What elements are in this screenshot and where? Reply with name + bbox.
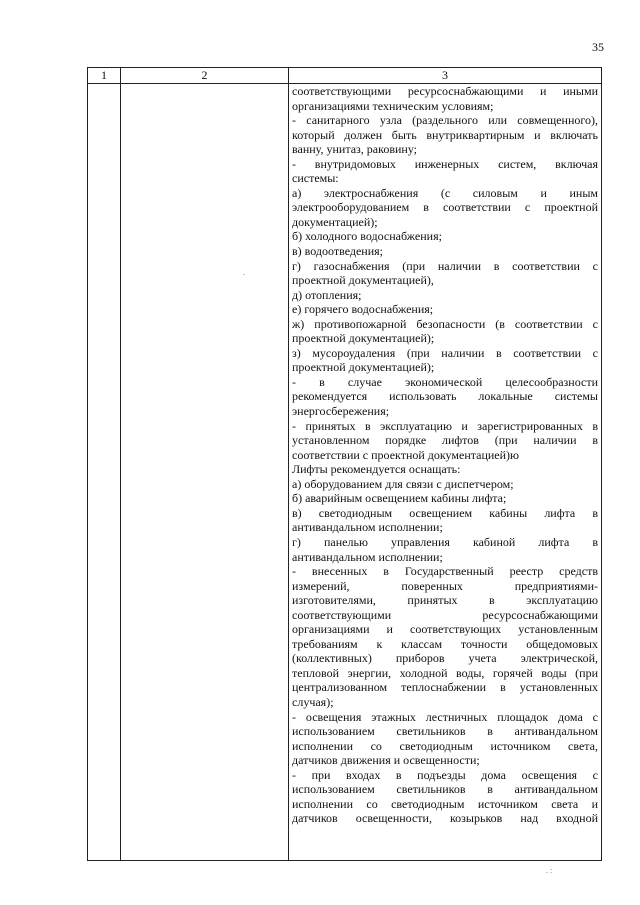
text-line: г) панелью управления кабиной лифта в bbox=[292, 534, 598, 549]
text-line: - в случае экономической целесообразности bbox=[292, 374, 598, 389]
text-line: (коллективных) приборов учета электрической, bbox=[292, 651, 598, 666]
text-line: а) оборудованием для связи с диспетчером; bbox=[292, 476, 514, 491]
cell-col-3 bbox=[289, 84, 602, 861]
header-row bbox=[88, 68, 602, 84]
text-line: использованием светильников в антивандальном bbox=[292, 782, 598, 797]
text-line: исполнении со светодиодным источником света и bbox=[292, 796, 598, 811]
text-line: соответствующими ресурсоснабжающими bbox=[292, 607, 598, 622]
text-line: проектной документацией), bbox=[292, 273, 434, 288]
text-line: антивандальном исполнении; bbox=[292, 549, 443, 564]
text-line: организациями техническим условиям; bbox=[292, 98, 494, 113]
body-row bbox=[88, 84, 602, 861]
text-line: использованием светильников в антивандальном bbox=[292, 724, 598, 739]
text-line: е) горячего водоснабжения; bbox=[292, 302, 434, 317]
text-line: - освещения этажных лестничных площадок дома с bbox=[292, 709, 598, 724]
text-line: г) газоснабжения (при наличии в соответствии с bbox=[292, 258, 598, 273]
text-line: проектной документацией); bbox=[292, 331, 435, 346]
text-line: соответствующими ресурсоснабжающими и иными bbox=[292, 84, 598, 98]
column-header-1: 1 bbox=[88, 68, 121, 84]
text-line: рекомендуется использовать локальные системы bbox=[292, 389, 598, 404]
scan-speck: . : bbox=[546, 866, 553, 875]
text-line: ванну, унитаз, раковину; bbox=[292, 142, 418, 157]
page-number: 35 bbox=[592, 40, 604, 54]
text-line: - при входах в подъезды дома освещения с bbox=[292, 767, 598, 782]
text-line: системы: bbox=[292, 171, 339, 186]
scan-speck: . bbox=[243, 268, 245, 277]
text-line: - принятых в эксплуатацию и зарегистрированных в bbox=[292, 418, 598, 433]
text-line: соответствии с проектной документацией)ю bbox=[292, 447, 520, 462]
text-line: д) отопления; bbox=[292, 287, 362, 302]
text-line: требованиям к классам точности общедомовых bbox=[292, 636, 598, 651]
text-line: установленном порядке лифтов (при наличии в bbox=[292, 433, 598, 448]
text-line: энергосбережения; bbox=[292, 404, 390, 419]
text-line: который должен быть внутриквартирным и включать bbox=[292, 127, 598, 142]
text-line: изготовителями, принятых в эксплуатацию bbox=[292, 593, 598, 608]
column-header-2: 2 bbox=[121, 68, 289, 84]
text-line: датчиков движения и освещенности; bbox=[292, 753, 480, 768]
text-line: централизованном теплоснабжении в установленных bbox=[292, 680, 598, 695]
text-line: Лифты рекомендуется оснащать: bbox=[292, 462, 461, 477]
text-line: б) аварийным освещением кабины лифта; bbox=[292, 491, 507, 506]
text-line: исполнении со светодиодным источником света, bbox=[292, 738, 598, 753]
text-line: а) электроснабжения (с силовым и иным bbox=[292, 185, 598, 200]
text-line: антивандальном исполнении; bbox=[292, 520, 443, 535]
text-line: б) холодного водоснабжения; bbox=[292, 229, 442, 244]
text-line: электрооборудованием в соответствии с проектной bbox=[292, 200, 598, 215]
text-line: организациями и соответствующих установленным bbox=[292, 622, 598, 637]
text-line: датчиков освещенности, козырьков над входной bbox=[292, 811, 598, 826]
text-line: проектной документацией); bbox=[292, 360, 435, 375]
text-line: измерений, поверенных предприятиями- bbox=[292, 578, 598, 593]
text-line: з) мусороудаления (при наличии в соответствии с bbox=[292, 345, 598, 360]
text-line: в) светодиодным освещением кабины лифта в bbox=[292, 505, 598, 520]
text-line: - внесенных в Государственный реестр средств bbox=[292, 564, 598, 579]
text-line: случая); bbox=[292, 694, 334, 709]
cell-col-2 bbox=[121, 84, 289, 861]
text-line: документацией); bbox=[292, 214, 378, 229]
text-line: ж) противопожарной безопасности (в соответствии с bbox=[292, 316, 598, 331]
text-line: - внутридомовых инженерных систем, включая bbox=[292, 156, 598, 171]
text-line: тепловой энергии, холодной воды, горячей воды (при bbox=[292, 665, 598, 680]
text-line: в) водоотведения; bbox=[292, 244, 383, 259]
requirements-table bbox=[87, 67, 602, 861]
column-header-3: 3 bbox=[289, 68, 602, 84]
cell-col-1 bbox=[88, 84, 121, 861]
text-line: - санитарного узла (раздельного или совмещенного), bbox=[292, 113, 598, 128]
